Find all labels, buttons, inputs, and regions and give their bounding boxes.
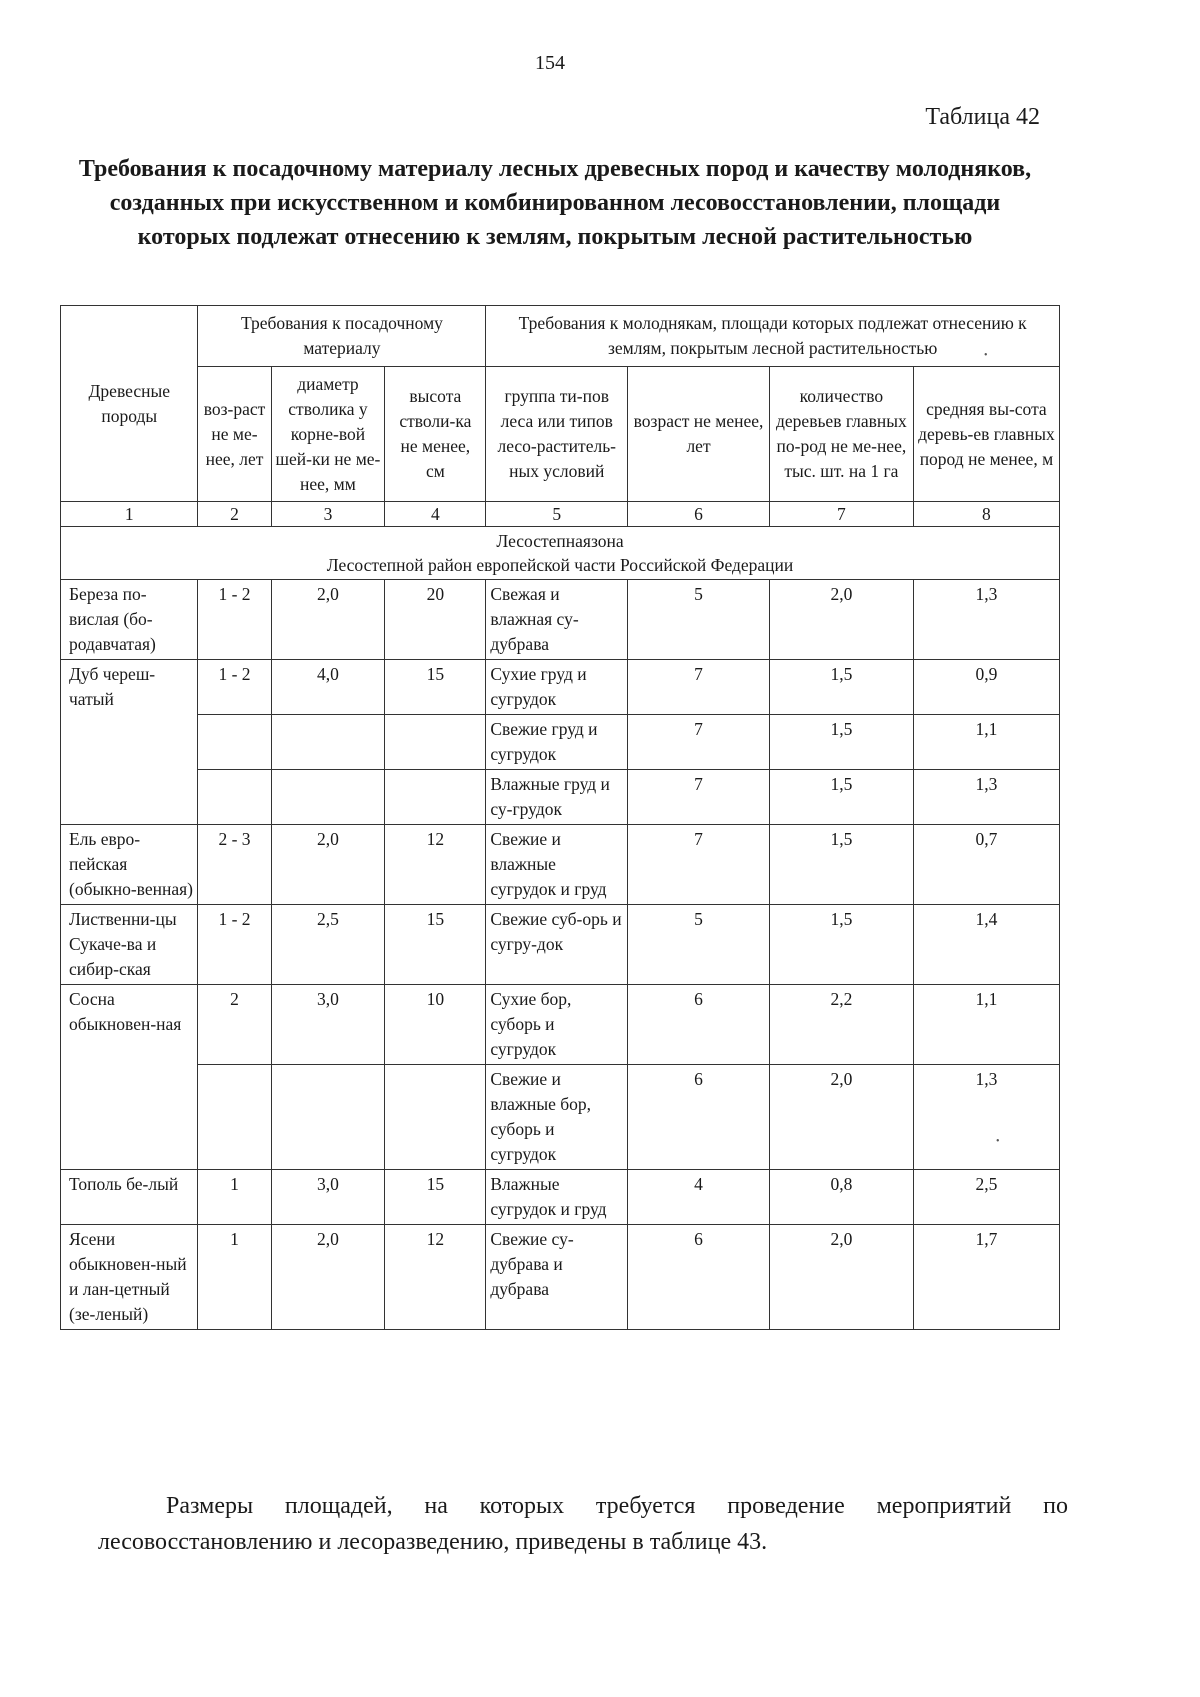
species-name: Дуб череш-чатый <box>61 660 198 825</box>
stand-age: 6 <box>628 1225 770 1330</box>
average-height: 2,5 <box>913 1170 1059 1225</box>
column-number: 1 <box>61 502 198 527</box>
column-number: 8 <box>913 502 1059 527</box>
table-row <box>61 770 1060 825</box>
requirements-table <box>60 305 1060 1330</box>
stem-height: 12 <box>385 1225 486 1330</box>
seedling-age: 1 <box>198 1170 271 1225</box>
tree-count: 1,5 <box>769 770 913 825</box>
tree-count: 2,0 <box>769 1065 913 1170</box>
stem-height: 12 <box>385 825 486 905</box>
column-number: 3 <box>271 502 385 527</box>
tree-count: 2,0 <box>769 580 913 660</box>
species-name: Тополь бе-лый <box>61 1170 198 1225</box>
average-height: 1,3 <box>913 1065 1059 1170</box>
forest-type-group: Сухие груд и сугрудок <box>486 660 628 715</box>
average-height: 0,9 <box>913 660 1059 715</box>
stand-age: 7 <box>628 715 770 770</box>
forest-type-group: Свежие суб-орь и сугру-док <box>486 905 628 985</box>
stem-diameter: 3,0 <box>271 1170 385 1225</box>
empty-cell <box>271 770 385 825</box>
table-label: Таблица 42 <box>925 104 1040 130</box>
page-number: 154 <box>535 52 565 74</box>
tree-count: 2,0 <box>769 1225 913 1330</box>
seedling-age: 1 - 2 <box>198 580 271 660</box>
stem-height: 15 <box>385 1170 486 1225</box>
species-name: Сосна обыкновен-ная <box>61 985 198 1170</box>
seedling-age: 1 - 2 <box>198 660 271 715</box>
stand-age: 6 <box>628 1065 770 1170</box>
forest-type-group: Свежие и влажные сугрудок и груд <box>486 825 628 905</box>
column-header: диаметр стволика у корне-вой шей-ки не ме-нее, мм <box>271 367 385 502</box>
stem-diameter: 2,0 <box>271 1225 385 1330</box>
table-row <box>61 825 1060 905</box>
scan-speck: • <box>984 350 988 361</box>
stand-age: 5 <box>628 580 770 660</box>
forest-type-group: Влажные сугрудок и груд <box>486 1170 628 1225</box>
seedling-age: 2 - 3 <box>198 825 271 905</box>
average-height: 1,3 <box>913 770 1059 825</box>
stem-diameter: 2,0 <box>271 825 385 905</box>
empty-cell <box>271 1065 385 1170</box>
forest-type-group: Влажные груд и су-грудок <box>486 770 628 825</box>
average-height: 1,3 <box>913 580 1059 660</box>
table-row <box>61 985 1060 1065</box>
stand-age: 6 <box>628 985 770 1065</box>
header-species: Древесные породы <box>61 306 198 502</box>
zone-row <box>61 527 1060 580</box>
tree-count: 1,5 <box>769 825 913 905</box>
zone-title: Лесостепнаязона <box>496 531 624 551</box>
seedling-age: 1 - 2 <box>198 905 271 985</box>
district-title: Лесостепной район европейской части Российской Федерации <box>326 555 794 575</box>
table-row <box>61 715 1060 770</box>
forest-type-group: Свежие су-дубрава и дубрава <box>486 1225 628 1330</box>
empty-cell <box>271 715 385 770</box>
column-header: группа ти-пов леса или типов лесо-раститель-ных условий <box>486 367 628 502</box>
empty-cell <box>198 715 271 770</box>
column-number: 7 <box>769 502 913 527</box>
tree-count: 2,2 <box>769 985 913 1065</box>
table-row <box>61 1065 1060 1170</box>
forest-type-group: Сухие бор, суборь и сугрудок <box>486 985 628 1065</box>
table-row <box>61 905 1060 985</box>
stand-age: 7 <box>628 770 770 825</box>
stem-height: 20 <box>385 580 486 660</box>
stem-diameter: 2,5 <box>271 905 385 985</box>
stem-height: 10 <box>385 985 486 1065</box>
average-height: 1,4 <box>913 905 1059 985</box>
stand-age: 4 <box>628 1170 770 1225</box>
column-number: 2 <box>198 502 271 527</box>
stand-age: 5 <box>628 905 770 985</box>
column-header: возраст не менее, лет <box>628 367 770 502</box>
scan-speck: • <box>996 1136 1000 1147</box>
column-number: 5 <box>486 502 628 527</box>
stem-diameter: 2,0 <box>271 580 385 660</box>
average-height: 1,7 <box>913 1225 1059 1330</box>
species-name: Лиственни-цы Сукаче-ва и сибир-ская <box>61 905 198 985</box>
table-row <box>61 580 1060 660</box>
table-row <box>61 660 1060 715</box>
footer-paragraph: Размеры площадей, на которых требуется проведение мероприятий по лесовосстановлению и лесоразведению, приведены в таблице 43. <box>98 1493 1068 1555</box>
seedling-age: 1 <box>198 1225 271 1330</box>
stand-age: 7 <box>628 825 770 905</box>
column-number: 4 <box>385 502 486 527</box>
column-header: количество деревьев главных по-род не ме-нее, тыс. шт. на 1 га <box>769 367 913 502</box>
empty-cell <box>385 770 486 825</box>
average-height: 1,1 <box>913 985 1059 1065</box>
header-planting-material: Требования к посадочному материалу <box>198 306 486 367</box>
stem-diameter: 3,0 <box>271 985 385 1065</box>
stem-diameter: 4,0 <box>271 660 385 715</box>
species-name: Ель евро-пейская (обыкно-венная) <box>61 825 198 905</box>
forest-type-group: Свежая и влажная су-дубрава <box>486 580 628 660</box>
empty-cell <box>385 715 486 770</box>
table-row <box>61 1225 1060 1330</box>
column-number: 6 <box>628 502 770 527</box>
stem-height: 15 <box>385 905 486 985</box>
stem-height: 15 <box>385 660 486 715</box>
average-height: 0,7 <box>913 825 1059 905</box>
empty-cell <box>198 770 271 825</box>
tree-count: 1,5 <box>769 660 913 715</box>
tree-count: 1,5 <box>769 905 913 985</box>
species-name: Береза по-вислая (бо-родавчатая) <box>61 580 198 660</box>
column-header: средняя вы-сота деревь-ев главных пород не менее, м <box>913 367 1059 502</box>
column-header: высота стволи-ка не менее, см <box>385 367 486 502</box>
tree-count: 1,5 <box>769 715 913 770</box>
empty-cell <box>198 1065 271 1170</box>
empty-cell <box>385 1065 486 1170</box>
seedling-age: 2 <box>198 985 271 1065</box>
species-name: Ясени обыкновен-ный и лан-цетный (зе-леный) <box>61 1225 198 1330</box>
header-young-stands: Требования к молоднякам, площади которых подлежат отнесению к землям, покрытым лесной растительностью <box>486 306 1060 367</box>
forest-type-group: Свежие и влажные бор, суборь и сугрудок <box>486 1065 628 1170</box>
column-header: воз-раст не ме-нее, лет <box>198 367 271 502</box>
average-height: 1,1 <box>913 715 1059 770</box>
document-title: Требования к посадочному материалу лесных древесных пород и качеству молодняков, созданных при искусственном и комбинированном лесовосстановлении, площади которых подлежат отнесению к землям, покрытым лесной растительностью <box>78 156 1032 250</box>
stand-age: 7 <box>628 660 770 715</box>
tree-count: 0,8 <box>769 1170 913 1225</box>
forest-type-group: Свежие груд и сугрудок <box>486 715 628 770</box>
table-row <box>61 1170 1060 1225</box>
